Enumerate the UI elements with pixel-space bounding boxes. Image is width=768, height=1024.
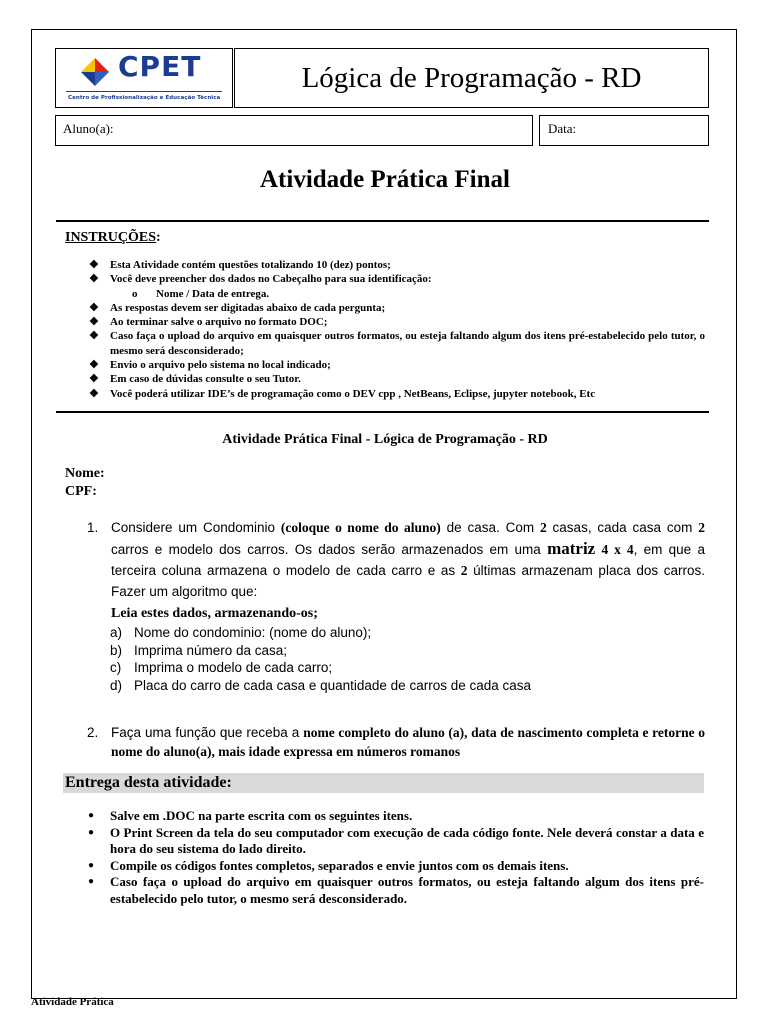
question-1: [87, 517, 705, 602]
student-label: Aluno(a):: [63, 121, 114, 136]
diamond-bullet-icon: ❖: [89, 259, 99, 271]
divider-bottom: [56, 411, 709, 413]
instruction-item: ❖ As respostas devem ser digitadas abaixo de cada pergunta;: [89, 301, 386, 314]
circle-bullet-icon: o: [132, 287, 138, 300]
logo-box: [55, 48, 233, 108]
list-item: b) Imprima número da casa;: [110, 642, 288, 658]
diamond-bullet-icon: ❖: [89, 387, 99, 400]
activity-subtitle: Atividade Prática Final - Lógica de Programação - RD: [222, 432, 548, 447]
instruction-subitem: o Nome / Data de entrega.: [132, 287, 270, 300]
course-title-box: [234, 48, 709, 108]
logo-subtitle: Centro de Profissionalização e Educação Técnica: [68, 95, 221, 101]
date-field[interactable]: [539, 115, 709, 146]
bullet-icon: ●: [88, 876, 95, 887]
instruction-item: ❖ Caso faça o upload do arquivo em quaisquer outros formatos, ou esteja faltando algum dos itens pré-estabelecido pelo tutor, o mesmo será desconsiderado;: [89, 330, 705, 357]
entrega-item: ● Caso faça o upload do arquivo em quaisquer outros formatos, ou esteja faltando algum dos itens pré-estabelecido pelo tutor, o mesmo será desconsiderado.: [88, 874, 704, 906]
diamond-bullet-icon: ❖: [89, 273, 99, 286]
list-item: a) Nome do condominio: (nome do aluno);: [110, 625, 372, 640]
logo-underline: [66, 91, 222, 92]
name-label: Nome:: [65, 466, 105, 481]
diamond-bullet-icon: ❖: [89, 359, 99, 372]
question-2-text: Faça uma função que receba a nome completo do aluno (a), data de nascimento completa e retorne o nome do aluno(a), mais idade expressa em números romanos: [111, 725, 706, 759]
instruction-item: ❖ Em caso de dúvidas consulte o seu Tutor.: [89, 373, 301, 386]
entrega-item: ● O Print Screen da tela do seu computador com execução de cada código fonte. Nele deverá constar a data e hora do seu sistema do lado direito.: [88, 824, 704, 856]
cpet-logo-icon: [80, 57, 110, 87]
instruction-item: ❖ Você deve preencher dos dados no Cabeçalho para sua identificação:: [89, 273, 432, 286]
list-item: c) Imprima o modelo de cada carro;: [110, 660, 333, 675]
instruction-item: ❖ Você poderá utilizar IDE’s de programação como o DEV cpp , NetBeans, Eclipse, jupyter notebook, Etc: [89, 387, 596, 400]
entrega-item: ● Compile os códigos fontes completos, separados e envie juntos com os demais itens.: [88, 857, 569, 873]
bullet-icon: ●: [88, 826, 95, 838]
question-1-items: [110, 624, 531, 694]
question-1-text: Considere um Condominio (coloque o nome do aluno) de casa. Com 2 casas, cada casa com 2 carros e modelo dos carros. Os dados serão armazenados em uma matriz 4 x 4, em que a terceira coluna armazena o modelo de cada carro e as 2 últimas armazenam placa dos carros. Fazer um algoritmo que:: [111, 520, 705, 599]
entrega-heading: Entrega desta atividade:: [63, 773, 704, 793]
course-title: Lógica de Programação - RD: [301, 61, 642, 94]
entrega-item: ● Salve em .DOC na parte escrita com os seguintes itens.: [88, 808, 413, 823]
diamond-bullet-icon: ❖: [89, 301, 99, 314]
cpf-label: CPF:: [65, 484, 97, 499]
diamond-bullet-icon: ❖: [89, 330, 99, 343]
instruction-item: ❖ Esta Atividade contém questões totalizando 10 (dez) pontos;: [89, 259, 391, 271]
diamond-bullet-icon: ❖: [89, 373, 99, 386]
instructions-list: [89, 258, 705, 401]
student-field[interactable]: [55, 115, 533, 146]
question-number: 2.: [87, 725, 99, 740]
page-footer: Atividade Prática: [31, 996, 114, 1008]
divider-top: [56, 220, 709, 222]
instructions-heading: INSTRUÇÕES:: [65, 230, 161, 245]
bullet-icon: ●: [88, 810, 95, 821]
instruction-item: ❖ Ao terminar salve o arquivo no formato DOC;: [89, 316, 328, 329]
bullet-icon: ●: [88, 859, 95, 871]
question-2: [87, 723, 705, 761]
instruction-item: ❖ Envio o arquivo pelo sistema no local indicado;: [89, 359, 331, 372]
question-1-leia: Leia estes dados, armazenando-os;: [111, 606, 318, 621]
entrega-list: [86, 808, 704, 907]
logo-text: CPET: [118, 50, 202, 83]
diamond-bullet-icon: ❖: [89, 316, 99, 329]
date-label: Data:: [548, 121, 577, 136]
list-item: d) Placa do carro de cada casa e quantidade de carros de cada casa: [110, 677, 532, 693]
question-number: 1.: [87, 520, 99, 535]
main-title: Atividade Prática Final: [260, 166, 510, 193]
